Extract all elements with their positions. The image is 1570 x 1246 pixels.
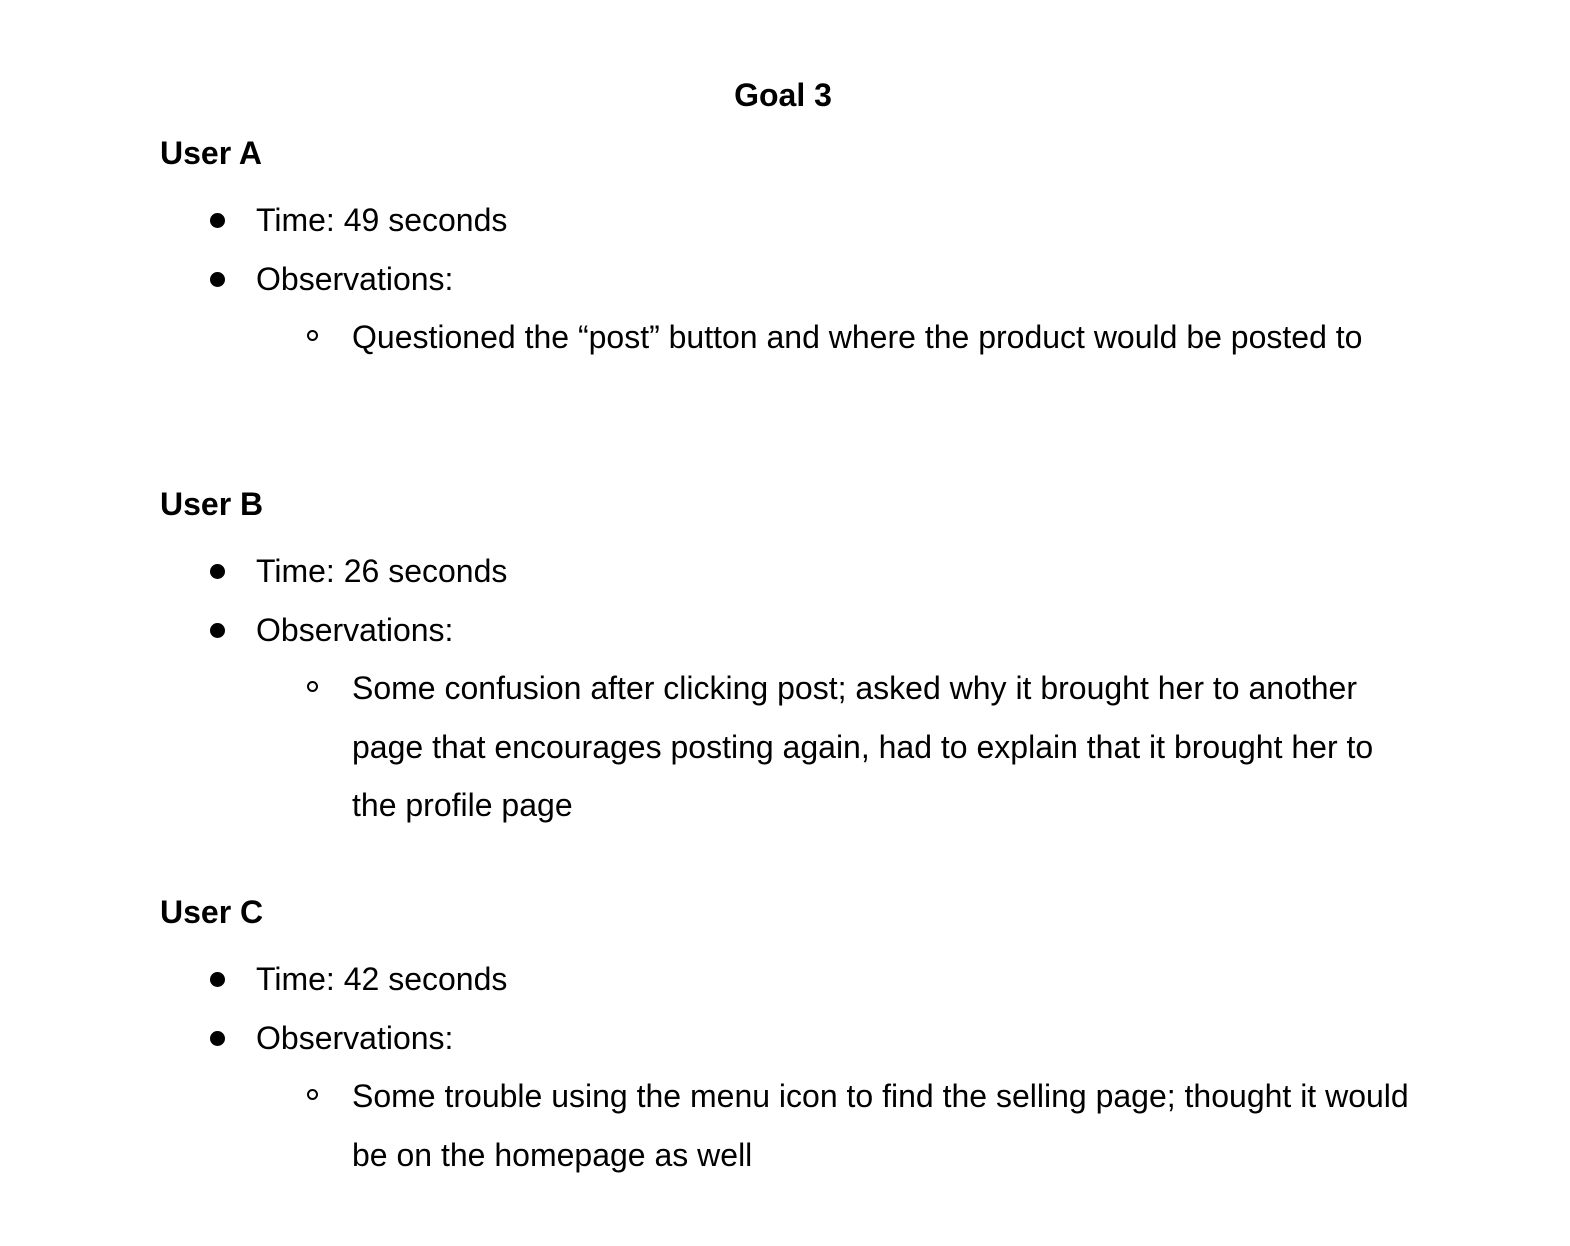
filled-bullet-icon <box>210 623 225 638</box>
observation-note <box>160 308 1420 367</box>
filled-bullet-icon <box>210 272 225 287</box>
bullet-list <box>160 950 1420 1067</box>
observations-label: Observations: <box>256 1019 454 1056</box>
observation-list <box>160 308 1420 367</box>
user-heading: User B <box>160 486 264 522</box>
observations-item <box>160 601 1420 660</box>
observations-label: Observations: <box>256 260 454 297</box>
observations-item <box>160 250 1420 309</box>
bullet-list <box>160 191 1420 308</box>
filled-bullet-icon <box>210 972 225 987</box>
page-title: Goal 3 <box>734 77 832 113</box>
time-text: Time: 26 seconds <box>256 553 508 589</box>
observations-item <box>160 1009 1420 1068</box>
bullet-list <box>160 542 1420 659</box>
observation-text: Some trouble using the menu icon to find the selling page; thought it would be on the homepage as well <box>352 1078 1409 1173</box>
user-section-b <box>160 484 1420 835</box>
observation-text: Questioned the “post” button and where the product would be posted to <box>352 319 1363 355</box>
filled-bullet-icon <box>210 1031 225 1046</box>
observation-list <box>160 659 1420 835</box>
observation-text: Some confusion after clicking post; asked why it brought her to another page that encourages posting again, had to explain that it brought her to the profile page <box>352 670 1374 823</box>
time-item <box>160 950 1420 1009</box>
filled-bullet-icon <box>210 564 225 579</box>
time-item <box>160 542 1420 601</box>
time-text: Time: 49 seconds <box>256 202 508 238</box>
filled-bullet-icon <box>210 213 225 228</box>
observation-note <box>160 1067 1420 1184</box>
time-item <box>160 191 1420 250</box>
hollow-bullet-icon <box>307 681 318 692</box>
hollow-bullet-icon <box>307 330 318 341</box>
observations-label: Observations: <box>256 611 454 648</box>
observation-note <box>160 659 1420 835</box>
observation-list <box>160 1067 1420 1184</box>
user-section-c <box>160 892 1420 1184</box>
hollow-bullet-icon <box>307 1089 318 1100</box>
time-text: Time: 42 seconds <box>256 961 508 997</box>
user-heading: User A <box>160 135 262 171</box>
user-section-a <box>160 133 1420 367</box>
user-heading: User C <box>160 894 264 930</box>
